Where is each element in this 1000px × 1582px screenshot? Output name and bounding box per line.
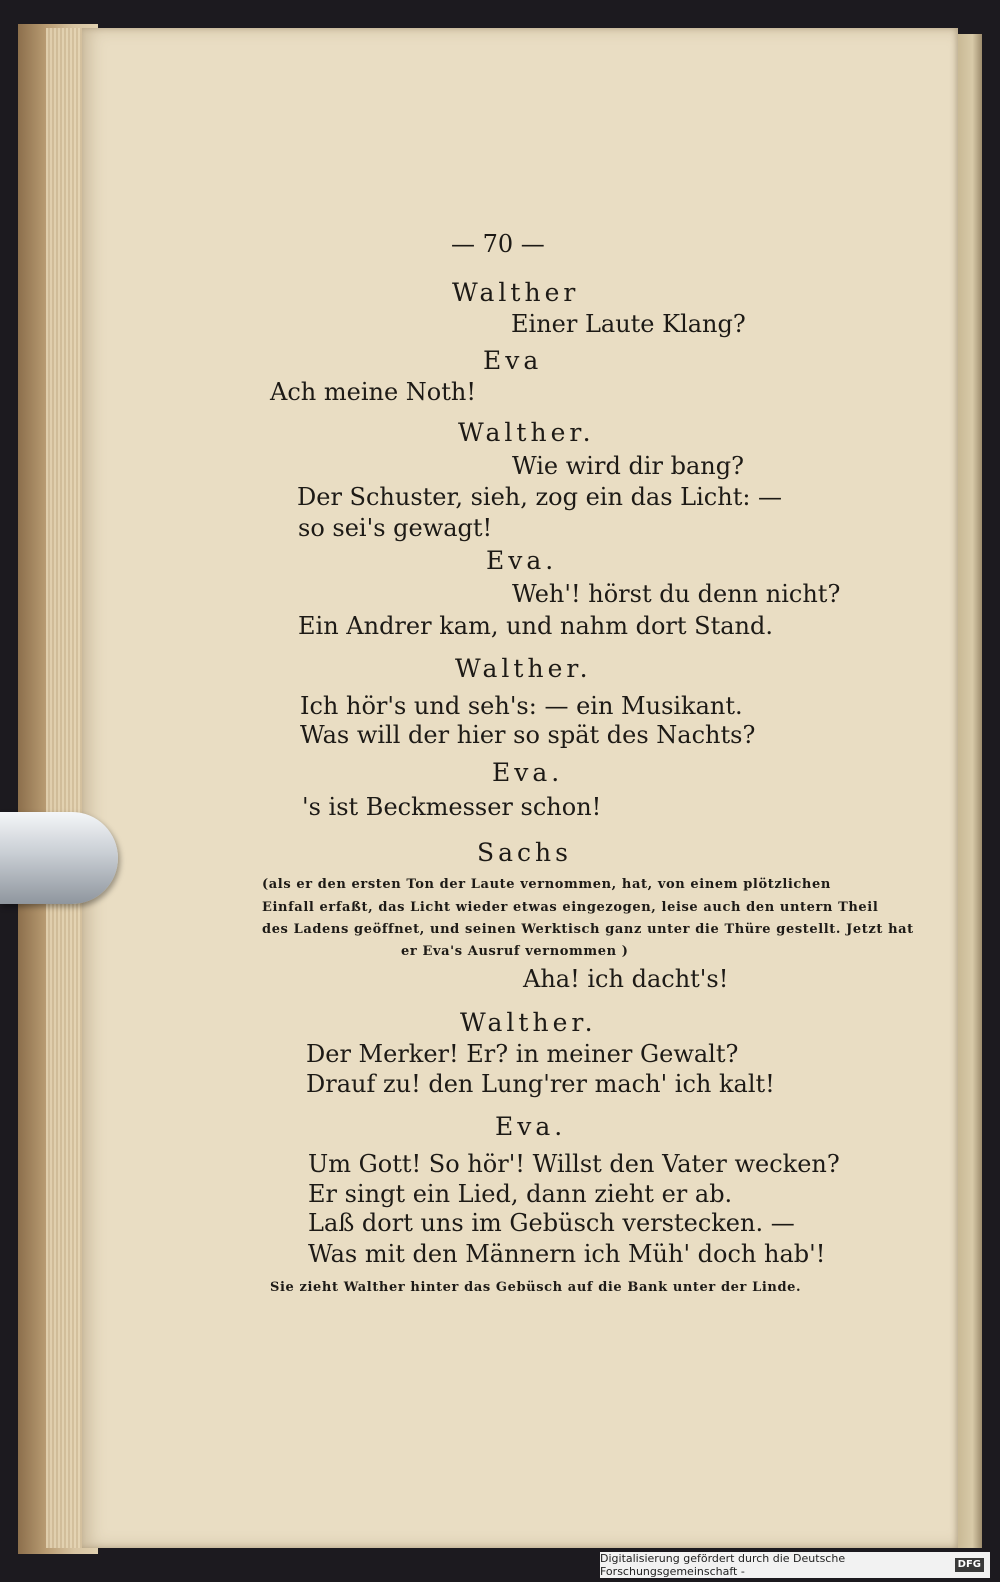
speaker-label: Walther. (460, 1008, 597, 1037)
stage-direction: des Ladens geöffnet, und seinen Werktisch ganz unter die Thüre gestellt. Jetzt hat (262, 922, 914, 937)
verse-line: Ich hör's und seh's: — ein Musikant. (300, 692, 743, 720)
stage-direction: er Eva's Ausruf vernommen ) (401, 944, 629, 959)
verse-line: Er singt ein Lied, dann zieht er ab. (308, 1180, 733, 1208)
speaker-label: Eva. (486, 546, 558, 575)
speaker-label: Walther. (458, 418, 595, 447)
speaker-label: Eva. (495, 1112, 567, 1141)
verse-line: Aha! ich dacht's! (523, 965, 729, 993)
speaker-label: Eva. (492, 758, 564, 787)
page-holder-clip (0, 812, 118, 904)
verse-line: 's ist Beckmesser schon! (302, 793, 602, 821)
speaker-label: Walther. (455, 654, 592, 683)
verse-line: Ein Andrer kam, und nahm dort Stand. (298, 612, 773, 640)
verse-line: Was will der hier so spät des Nachts? (300, 721, 756, 749)
verse-line: Der Schuster, sieh, zog ein das Licht: — (297, 483, 783, 511)
page-stack-edges (46, 28, 86, 1548)
verse-line: Der Merker! Er? in meiner Gewalt? (306, 1040, 739, 1068)
verse-line: Ach meine Noth! (270, 378, 476, 406)
verse-line: Drauf zu! den Lung'rer mach' ich kalt! (306, 1070, 775, 1098)
verse-line: Weh'! hörst du denn nicht? (512, 580, 841, 608)
stage-direction: Sie zieht Walther hinter das Gebüsch auf die Bank unter der Linde. (270, 1280, 802, 1295)
verse-line: Laß dort uns im Gebüsch verstecken. — (308, 1209, 795, 1237)
speaker-label: Walther (452, 278, 580, 307)
digitization-footer (600, 1552, 990, 1578)
verse-line: Um Gott! So hör'! Willst den Vater wecken? (308, 1150, 840, 1178)
dfg-logo: DFG (955, 1558, 984, 1572)
verse-line: so sei's gewagt! (298, 514, 493, 542)
speaker-label: Sachs (477, 838, 572, 867)
speaker-label: Eva (483, 346, 543, 375)
footer-text: Digitalisierung gefördert durch die Deutsche Forschungsgemeinschaft - (600, 1552, 846, 1578)
stage-direction: Einfall erfaßt, das Licht wieder etwas eingezogen, leise auch den untern Theil (262, 900, 879, 915)
page-number: — 70 — (451, 230, 545, 258)
verse-line: Wie wird dir bang? (512, 452, 744, 480)
facing-page-edge (958, 34, 982, 1548)
stage-direction: (als er den ersten Ton der Laute vernommen, hat, von einem plötzlichen (262, 877, 831, 892)
verse-line: Einer Laute Klang? (511, 310, 746, 338)
verse-line: Was mit den Männern ich Müh' doch hab'! (308, 1240, 826, 1268)
